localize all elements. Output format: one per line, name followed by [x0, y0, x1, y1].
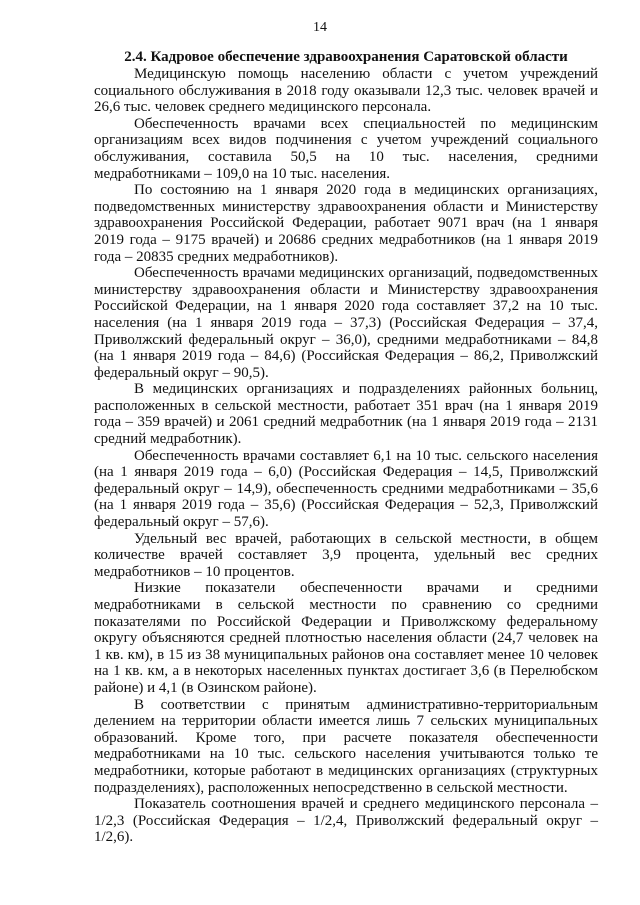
section-heading: 2.4. Кадровое обеспечение здравоохранения Саратовской области	[124, 49, 568, 65]
page-number: 14	[313, 20, 327, 35]
paragraph-rural-provision: Обеспеченность врачами составляет 6,1 на 10 тыс. сельского населения (на 1 января 2019 года – 6,0) (Российская Федерация – 14,5, Приволжский федеральный округ – 14,9), обеспеченность средними медработниками – 35,6 (на 1 января 2019 года – 35,6) (Российская Федерация – 52,3, Приволжский федеральный округ – 57,6).	[94, 447, 598, 531]
paragraph-provision-2020: Обеспеченность врачами медицинских организаций, подведомственных министерству здравоохранения области и Министерству здравоохранения Российской Федерации, на 1 января 2020 года составляет 37,2 на 10 тыс. населения (на 1 января 2019 года – 37,3) (Российская Федерация – 37,4, Приволжский федеральный округ – 36,0), средними медработниками – 84,8 (на 1 января 2019 года – 84,6) (Российская Федерация – 86,2, Приволжский федеральный округ – 90,5).	[94, 265, 598, 381]
paragraph-staffing-2018: Медицинскую помощь населению области с учетом учреждений социального обслуживания в 2018 году оказывали 12,3 тыс. человек врачей и 26,6 тыс. человек среднего медицинского персонала.	[94, 66, 598, 116]
paragraph-ratio: Показатель соотношения врачей и среднего медицинского персонала – 1/2,3 (Российская Федерация – 1/2,4, Приволжский федеральный округ – 1/2,6).	[94, 796, 598, 846]
paragraph-rural-staff: В медицинских организациях и подразделениях районных больниц, расположенных в сельской местности, работает 351 врач (на 1 января 2019 года – 359 врачей) и 2061 средний медработник (на 1 января 2019 года – 2131 средний медработник).	[94, 381, 598, 448]
page-content	[94, 49, 598, 846]
paragraph-provision-all-specialties: Обеспеченность врачами всех специальностей по медицинским организациям всех видов подчинения с учетом учреждений социального обслуживания, составила 50,5 на 10 тыс. населения, средними медработниками – 109,0 на 10 тыс. населения.	[94, 115, 598, 182]
paragraph-low-indicators: Низкие показатели обеспеченности врачами и средними медработниками в сельской местности по сравнению со средними показателями по Российской Федерации и Приволжскому федеральному округу объясняются средней плотностью населения области (24,7 человек на 1 кв. км), в 15 из 38 муниципальных районов она составляет менее 10 человек на 1 кв. км, а в некоторых населенных пунктах достигает 3,6 (в Перелюбском районе) и 4,1 (в Озинском районе).	[94, 580, 598, 696]
paragraph-staff-2020: По состоянию на 1 января 2020 года в медицинских организациях, подведомственных министерству здравоохранения области и Министерству здравоохранения Российской Федерации, работает 9071 врач (на 1 января 2019 года – 9175 врачей) и 20686 средних медработников (на 1 января 2019 года – 20835 средних медработников).	[94, 182, 598, 265]
paragraph-territorial-division: В соответствии с принятым административно-территориальным делением на территории области имеется лишь 7 сельских муниципальных образований. Кроме того, при расчете показателя обеспеченности медработниками на 10 тыс. сельского населения учитываются только те медработники, которые работают в медицинских организациях (структурных подразделениях), расположенных непосредственно в сельской местности.	[94, 696, 598, 796]
paragraph-rural-share: Удельный вес врачей, работающих в сельской местности, в общем количестве врачей составляет 3,9 процента, удельный вес средних медработников – 10 процентов.	[94, 530, 598, 580]
